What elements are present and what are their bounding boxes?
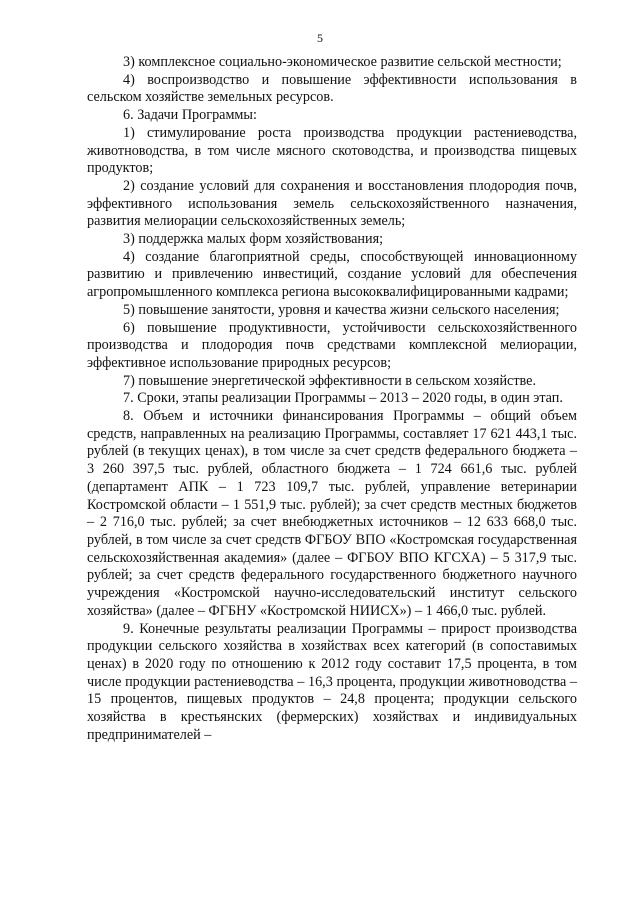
paragraph-task-2: 2) создание условий для сохранения и восстановления плодородия почв, эффективного использования земель сельскохозяйственного назначения, развития мелиорации сельскохозяйственных земель; — [87, 177, 577, 230]
paragraph-task-5: 5) повышение занятости, уровня и качества жизни сельского населения; — [123, 301, 560, 318]
section-6-heading: 6. Задачи Программы: — [123, 107, 257, 124]
section-7-timeline: 7. Сроки, этапы реализации Программы – 2013 – 2020 годы, в один этап. — [123, 390, 563, 407]
paragraph-task-3: 3) поддержка малых форм хозяйствования; — [123, 231, 384, 248]
paragraph-task-6: 6) повышение продуктивности, устойчивости сельскохозяйственного производства и плодородия почв средствами комплексной мелиорации, эффективное использование природных ресурсов; — [87, 319, 577, 371]
paragraph-goal-3: 3) комплексное социально-экономическое развитие сельской местности; — [123, 54, 562, 70]
body-text — [87, 54, 577, 744]
paragraph-task-4: 4) создание благоприятной среды, способствующей инновационному развитию и привлечению инвестиций, создание условий для обеспечения агропромышленного комплекса региона высококвалифицированными кадрами; — [87, 248, 577, 301]
page-number: 5 — [317, 31, 323, 45]
paragraph-task-1: 1) стимулирование роста производства продукции растениеводства, животноводства, в том числе мясного скотоводства, и производства пищевых продуктов; — [87, 124, 577, 177]
section-8-financing: 8. Объем и источники финансирования Программы – общий объем средств, направленных на реализацию Программы, составляет 17 621 443,1 тыс. рублей (в текущих ценах), в том числе за счет средств федерального бюджета – 3 260 397,5 тыс. рублей, областного бюджета – 1 724 661,6 тыс. рублей (департамент АПК – 1 723 109,7 тыс. рублей, управление ветеринарии Костромской области – 1 551,9 тыс. рублей); за счет средств местных бюджетов – 2 716,0 тыс. рублей; за счет внебюджетных источников – 12 633 668,0 тыс. рублей, в том числе за счет средств ФГБОУ ВПО «Костромская государственная сельскохозяйственная академия» (далее – ФГБОУ ВПО КГСХА) – 5 317,9 тыс. рублей; за счет средств федерального государственного бюджетного научного учреждения «Костромской научно-исследовательский институт сельского хозяйства» (далее – ФГБНУ «Костромской НИИСХ») – 1 466,0 тыс. рублей. — [87, 408, 577, 619]
section-9-results: 9. Конечные результаты реализации Программы – прирост производства продукции сельского хозяйства в хозяйствах всех категорий (в сопоставимых ценах) в 2020 году по отношению к 2012 году составит 17,5 процента, в том числе продукции растениеводства – 16,3 процента, продукции животноводства – 15 процентов, пищевых продуктов – 24,8 процента; продукции сельского хозяйства в крестьянских (фермерских) хозяйствах и индивидуальных предпринимателей – — [87, 620, 577, 743]
paragraph-goal-4: 4) воспроизводство и повышение эффективности использования в сельском хозяйстве земельных ресурсов. — [87, 71, 577, 106]
paragraph-task-7: 7) повышение энергетической эффективности в сельском хозяйстве. — [123, 372, 537, 389]
